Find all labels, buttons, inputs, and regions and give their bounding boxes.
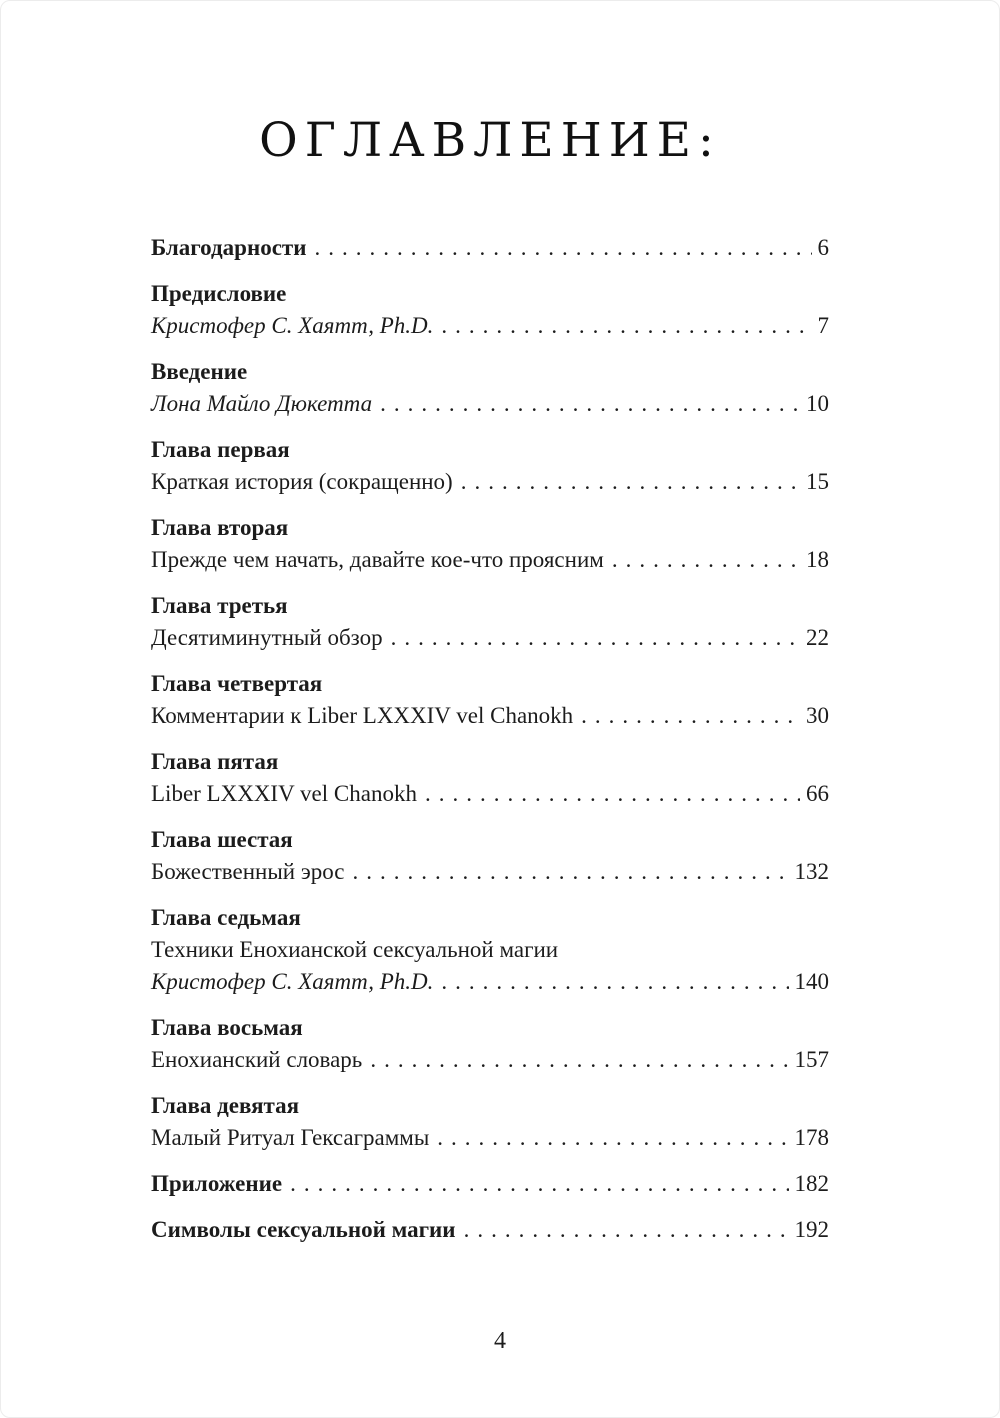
toc-line bbox=[151, 1012, 829, 1044]
toc-entry bbox=[151, 512, 829, 576]
toc-text: Божественный эрос bbox=[151, 859, 345, 884]
toc-page-number: 10 bbox=[806, 391, 829, 416]
toc-entry bbox=[151, 824, 829, 888]
toc-text: Кристофер С. Хаятт, Ph.D. bbox=[151, 313, 434, 338]
toc-text: Лона Майло Дюкетта bbox=[151, 391, 373, 416]
toc-text: Глава восьмая bbox=[151, 1015, 303, 1040]
toc-line bbox=[151, 356, 829, 388]
toc-page-number: 22 bbox=[806, 625, 829, 650]
dot-leader bbox=[464, 1214, 789, 1246]
toc-text: Прежде чем начать, давайте кое-что проясним bbox=[151, 547, 604, 572]
toc-text: Техники Енохианской сексуальной магии bbox=[151, 937, 559, 962]
toc-page-number: 178 bbox=[794, 1125, 829, 1150]
toc-page-number: 182 bbox=[794, 1171, 829, 1196]
toc-text: Кристофер С. Хаятт, Ph.D. bbox=[151, 969, 434, 994]
toc-line bbox=[151, 668, 829, 700]
toc-line bbox=[151, 544, 829, 576]
toc-page-number: 6 bbox=[817, 235, 829, 260]
toc-line bbox=[151, 434, 829, 466]
toc-text: Малый Ритуал Гексаграммы bbox=[151, 1125, 430, 1150]
toc-list bbox=[151, 232, 829, 1246]
toc-text: Глава третья bbox=[151, 593, 288, 618]
toc-line bbox=[151, 512, 829, 544]
toc-line bbox=[151, 1044, 829, 1076]
toc-line bbox=[151, 1122, 829, 1154]
toc-page-number: 15 bbox=[806, 469, 829, 494]
toc-page-number: 140 bbox=[794, 969, 829, 994]
toc-line bbox=[151, 902, 829, 934]
toc-line bbox=[151, 310, 829, 342]
toc-line bbox=[151, 278, 829, 310]
toc-text: Глава первая bbox=[151, 437, 290, 462]
toc-line bbox=[151, 778, 829, 810]
dot-leader bbox=[437, 1122, 788, 1154]
toc-line bbox=[151, 388, 829, 420]
toc-entry bbox=[151, 668, 829, 732]
toc-text: Предисловие bbox=[151, 281, 287, 306]
toc-page-number: 157 bbox=[794, 1047, 829, 1072]
toc-entry bbox=[151, 902, 829, 998]
toc-entry bbox=[151, 1168, 829, 1200]
toc-page-number: 132 bbox=[794, 859, 829, 884]
toc-text: Глава пятая bbox=[151, 749, 279, 774]
dot-leader bbox=[441, 310, 811, 342]
toc-entry bbox=[151, 746, 829, 810]
dot-leader bbox=[461, 466, 800, 498]
toc-entry bbox=[151, 356, 829, 420]
dot-leader bbox=[612, 544, 800, 576]
toc-text: Енохианский словарь bbox=[151, 1047, 363, 1072]
toc-line bbox=[151, 622, 829, 654]
toc-text: Liber LXXXIV vel Chanokh bbox=[151, 781, 417, 806]
toc-text: Глава четвертая bbox=[151, 671, 323, 696]
toc-entry bbox=[151, 1090, 829, 1154]
toc-line bbox=[151, 232, 829, 264]
dot-leader bbox=[391, 622, 800, 654]
dot-leader bbox=[441, 966, 788, 998]
dot-leader bbox=[380, 388, 800, 420]
toc-entry bbox=[151, 434, 829, 498]
toc-line bbox=[151, 746, 829, 778]
toc-page-number: 30 bbox=[806, 703, 829, 728]
page-title: ОГЛАВЛЕНИЕ: bbox=[259, 113, 721, 168]
toc-line bbox=[151, 1214, 829, 1246]
toc-line bbox=[151, 700, 829, 732]
toc-entry bbox=[151, 590, 829, 654]
toc-line bbox=[151, 590, 829, 622]
toc-line bbox=[151, 824, 829, 856]
toc-line bbox=[151, 1168, 829, 1200]
dot-leader bbox=[352, 856, 788, 888]
toc-line bbox=[151, 856, 829, 888]
toc-page-number: 192 bbox=[794, 1217, 829, 1242]
toc-page-number: 18 bbox=[806, 547, 829, 572]
toc-text: Глава седьмая bbox=[151, 905, 301, 930]
dot-leader bbox=[314, 232, 811, 264]
dot-leader bbox=[425, 778, 800, 810]
toc-text: Краткая история (сокращенно) bbox=[151, 469, 453, 494]
toc-entry bbox=[151, 278, 829, 342]
toc-text: Введение bbox=[151, 359, 248, 384]
toc-entry bbox=[151, 1214, 829, 1246]
dot-leader bbox=[290, 1168, 788, 1200]
toc-page-number: 7 bbox=[817, 313, 829, 338]
toc-text: Глава шестая bbox=[151, 827, 293, 852]
toc-entry bbox=[151, 232, 829, 264]
toc-text: Глава девятая bbox=[151, 1093, 300, 1118]
toc-entry bbox=[151, 1012, 829, 1076]
toc-line bbox=[151, 466, 829, 498]
footer-page-number: 4 bbox=[494, 1328, 506, 1354]
toc-text: Комментарии к Liber LXXXIV vel Chanokh bbox=[151, 703, 574, 728]
toc-text: Символы сексуальной магии bbox=[151, 1217, 456, 1242]
toc-text: Благодарности bbox=[151, 235, 307, 260]
toc-text: Приложение bbox=[151, 1171, 283, 1196]
toc-line bbox=[151, 934, 829, 966]
dot-leader bbox=[370, 1044, 788, 1076]
dot-leader bbox=[581, 700, 800, 732]
toc-line bbox=[151, 1090, 829, 1122]
toc-text: Глава вторая bbox=[151, 515, 289, 540]
toc-line bbox=[151, 966, 829, 998]
toc-page-number: 66 bbox=[806, 781, 829, 806]
toc-text: Десятиминутный обзор bbox=[151, 625, 383, 650]
